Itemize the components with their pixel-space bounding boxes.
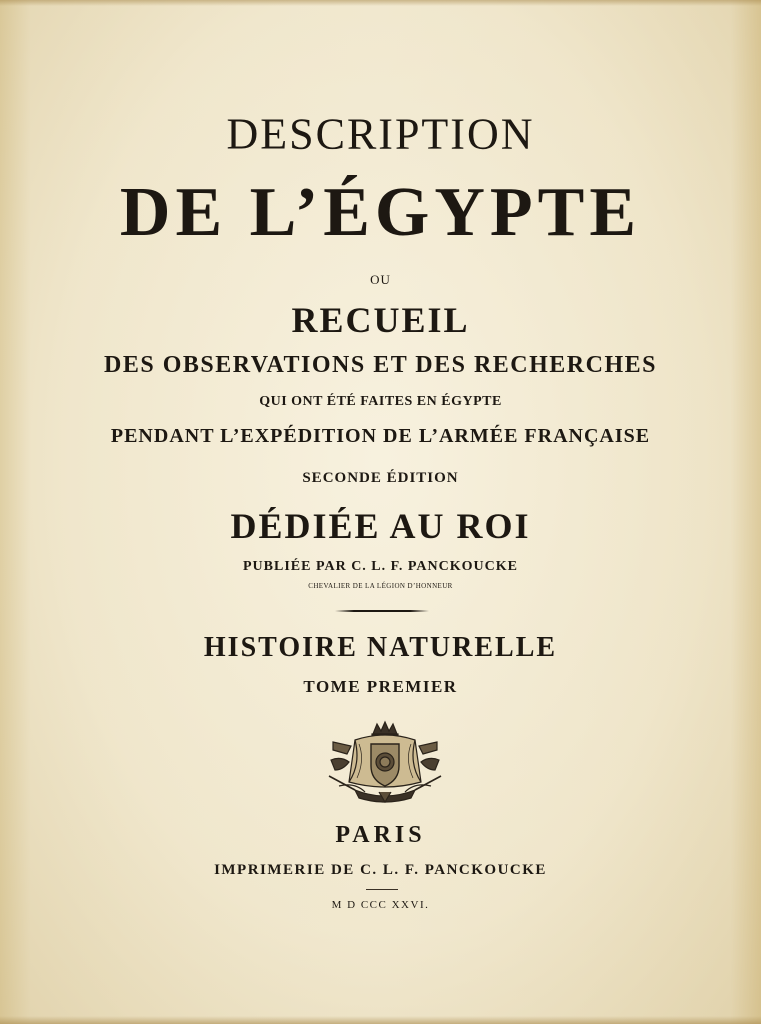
subtitle-faites-en-egypte: QUI ONT ÉTÉ FAITES EN ÉGYPTE [259, 394, 502, 409]
title-description: DESCRIPTION [226, 108, 535, 159]
publisher-honor: CHEVALIER DE LA LÉGION D’HONNEUR [308, 582, 453, 590]
title-de-legypte: DE L’ÉGYPTE [119, 174, 642, 251]
imprint-year: M D CCC XXVI. [331, 899, 430, 911]
title-recueil: RECUEIL [291, 300, 470, 340]
publisher-line: PUBLIÉE PAR C. L. F. PANCKOUCKE [243, 559, 518, 574]
tome-label: TOME PREMIER [303, 677, 458, 696]
imprint-rule [366, 889, 398, 890]
subtitle-expedition: PENDANT L’EXPÉDITION DE L’ARMÉE FRANÇAISE [110, 425, 651, 447]
edition-label: SECONDE ÉDITION [302, 470, 459, 486]
imprint-printer: IMPRIMERIE DE C. L. F. PANCKOUCKE [214, 862, 547, 878]
dedication: DÉDIÉE AU ROI [230, 506, 531, 546]
imprint-city: PARIS [335, 822, 426, 848]
subtitle-observations: DES OBSERVATIONS ET DES RECHERCHES [104, 352, 657, 378]
divider-rule [335, 610, 429, 612]
royal-coat-of-arms-icon [325, 720, 445, 804]
title-ou: OU [370, 272, 391, 287]
section-title: HISTOIRE NATURELLE [203, 632, 558, 663]
